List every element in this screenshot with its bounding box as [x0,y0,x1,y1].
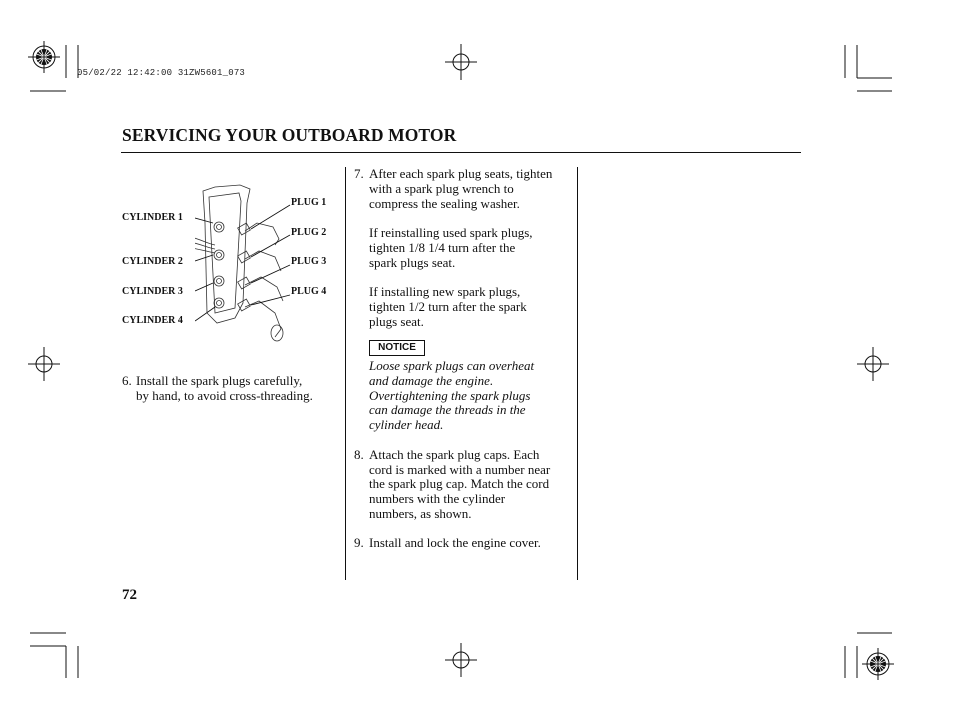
cylinder-4-label: CYLINDER 4 [122,315,183,326]
notice-line: Overtightening the spark plugs [369,388,531,403]
step-7 [354,167,574,327]
notice-line: can damage the threads in the [369,402,526,417]
plug-3-label: PLUG 3 [291,256,327,267]
step-text-line: with a spark plug wrench to [369,181,514,196]
step-number: 8. [354,447,364,462]
plug-1-label: PLUG 1 [291,197,327,208]
new-plug-text-line: If installing new spark plugs, [369,284,521,299]
notice-line: Loose spark plugs can overheat [369,358,535,373]
step-text-line: the spark plug cap. Match the cord [369,476,550,491]
reinstall-text-line: If reinstalling used spark plugs, [369,225,533,240]
step-text-line: by hand, to avoid cross-threading. [136,388,313,403]
cylinder-2-label: CYLINDER 2 [122,256,183,267]
step-number: 7. [354,166,364,181]
step-8 [354,448,574,524]
step-text-line: Attach the spark plug caps. Each [369,447,540,462]
reinstall-text-line: spark plugs seat. [369,255,456,270]
spark-plug-diagram [195,183,295,348]
reinstall-text-line: tighten 1/8 1/4 turn after the [369,240,516,255]
column-divider-right [577,167,578,580]
notice-line: and damage the engine. [369,373,494,388]
step-text-line: numbers, as shown. [369,506,472,521]
step-text-line: numbers with the cylinder [369,491,506,506]
new-plug-text-line: tighten 1/2 turn after the spark [369,299,527,314]
notice-line: cylinder head. [369,417,444,432]
section-title: SERVICING YOUR OUTBOARD MOTOR [122,125,457,145]
step-6 [122,374,342,406]
notice-text [369,359,569,435]
step-text-line: Install the spark plugs carefully, [136,373,303,388]
cylinder-1-label: CYLINDER 1 [122,212,183,223]
page-number: 72 [122,587,137,603]
cylinder-3-label: CYLINDER 3 [122,286,183,297]
column-divider-left [345,167,346,580]
step-text-line: cord is marked with a number near [369,462,551,477]
title-rule [121,152,801,153]
step-text-line: compress the sealing washer. [369,196,520,211]
step-text-line: Install and lock the engine cover. [369,535,541,550]
new-plug-text-line: plugs seat. [369,314,424,329]
step-9 [354,536,574,552]
notice-label: NOTICE [369,340,425,356]
step-number: 9. [354,535,364,550]
print-stamp: 05/02/22 12:42:00 31ZW5601_073 [77,68,246,78]
plug-2-label: PLUG 2 [291,227,327,238]
step-number: 6. [122,373,132,388]
plug-4-label: PLUG 4 [291,286,327,297]
step-text-line: After each spark plug seats, tighten [369,166,553,181]
